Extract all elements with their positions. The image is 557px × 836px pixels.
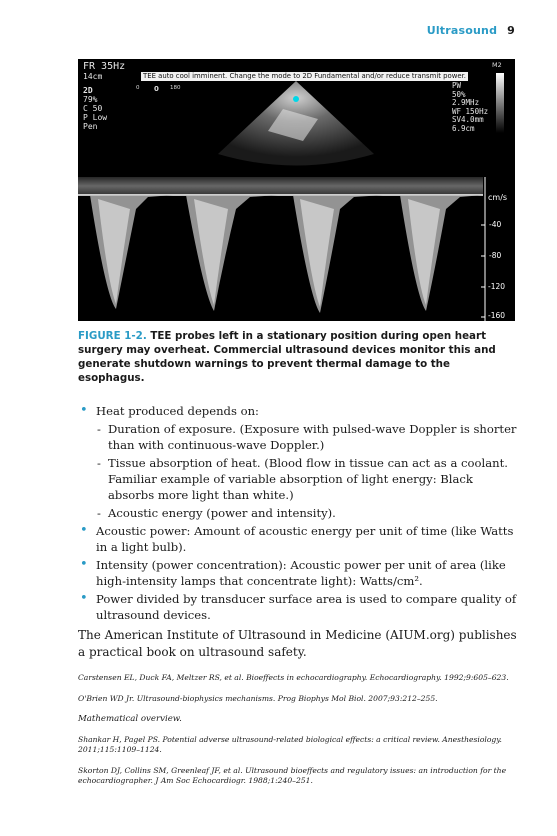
list-item: • Heat produced depends on: <box>80 403 259 418</box>
reference-item: O'Brien WD Jr. Ultrasound-biophysics mechanisms. Prog Biophys Mol Biol. 2007;93:212–255. <box>78 693 438 703</box>
dash-icon: - <box>97 456 101 470</box>
doppler-image <box>78 59 515 321</box>
list-item: • Intensity (power concentration): Acoustic power per unit of area (like high-intensity lamps that concentrate light): Watts/cm². <box>80 557 506 588</box>
right-params: PW 50% 2.9MHz WF 150Hz SV4.0mm 6.9cm <box>452 81 489 133</box>
velocity-tick: -40 <box>489 220 502 229</box>
bullet-list <box>78 403 518 625</box>
figure-caption <box>78 329 518 385</box>
list-subitem: - Tissue absorption of heat. (Blood flow in tissue can act as a coolant. Familiar example of variable absorption of light energy: Black absorbs more light than white.) <box>97 456 508 502</box>
dash-icon: - <box>97 506 101 520</box>
bullet-icon: • <box>80 591 88 606</box>
velocity-unit: cm/s <box>488 193 508 202</box>
m-label: M2 <box>492 61 502 69</box>
reference-item: Skorton DJ, Collins SM, Greenleaf JF, et al. Ultrasound bioeffects and regulatory issues: an introduction for the echocardiographer. J Am Soc Echocardiogr. 1988;1:240–251. <box>78 765 507 785</box>
running-header <box>427 24 515 37</box>
bullet-icon: • <box>80 557 88 572</box>
grayscale-bar <box>496 73 504 133</box>
page-number: 9 <box>507 24 515 37</box>
dash-icon: - <box>97 422 101 436</box>
left-params: 2D 79% C 50 P Low Pen <box>83 86 108 131</box>
bullet-icon: • <box>80 523 88 538</box>
reference-item: Carstensen EL, Duck FA, Meltzer RS, et al. Bioeffects in echocardiography. Echocardiography. 1992;9:605–623. <box>78 673 509 682</box>
list-item: • Power divided by transducer surface area is used to compare quality of ultrasound devices. <box>80 591 517 622</box>
reference-list <box>78 673 518 797</box>
bullet-icon: • <box>80 403 88 418</box>
figure-label: FIGURE 1-2. <box>78 330 147 342</box>
reference-item: Shankar H, Pagel PS. Potential adverse ultrasound-related biological effects: a critical review. Anesthesiology. 2011;115:1109–1124. <box>78 734 502 754</box>
ultrasound-figure: FR 35Hz 14cm 2D 79% C 50 P Low Pen TEE auto cool imminent. Change the mode to 2D Fundamental and/or reduce transmit power. 0 0 180 PW 50% 2.9MHz WF 150Hz SV4.0mm 6.9cm M2 cm/s -40 -80 -120 -160 <box>78 59 515 321</box>
list-subitem: - Duration of exposure. (Exposure with pulsed-wave Doppler is shorter than with continuous-wave Doppler.) <box>97 422 517 452</box>
section-title: Ultrasound <box>426 24 498 37</box>
velocity-tick: -120 <box>488 282 506 291</box>
list-subitem: - Acoustic energy (power and intensity). <box>97 506 336 520</box>
velocity-tick: -160 <box>488 311 506 320</box>
baseline-band <box>78 177 483 195</box>
top-left-info: FR 35Hz 14cm <box>83 61 126 81</box>
thermal-warning: TEE auto cool imminent. Change the mode to 2D Fundamental and/or reduce transmit power. <box>143 72 466 80</box>
aium-paragraph: The American Institute of Ultrasound in Medicine (AIUM.org) publishes a practical book on ultrasound safety. <box>78 628 517 659</box>
caption-text: TEE probes left in a stationary position during open heart surgery may overheat. Commercial ultrasound devices monitor this and generate shutdown warnings to prevent thermal damage to the esophagus. <box>78 330 496 384</box>
reference-note: Mathematical overview. <box>78 714 182 724</box>
velocity-tick: -80 <box>489 251 502 260</box>
list-item: • Acoustic power: Amount of acoustic energy per unit of time (like Watts in a light bulb). <box>80 523 514 554</box>
